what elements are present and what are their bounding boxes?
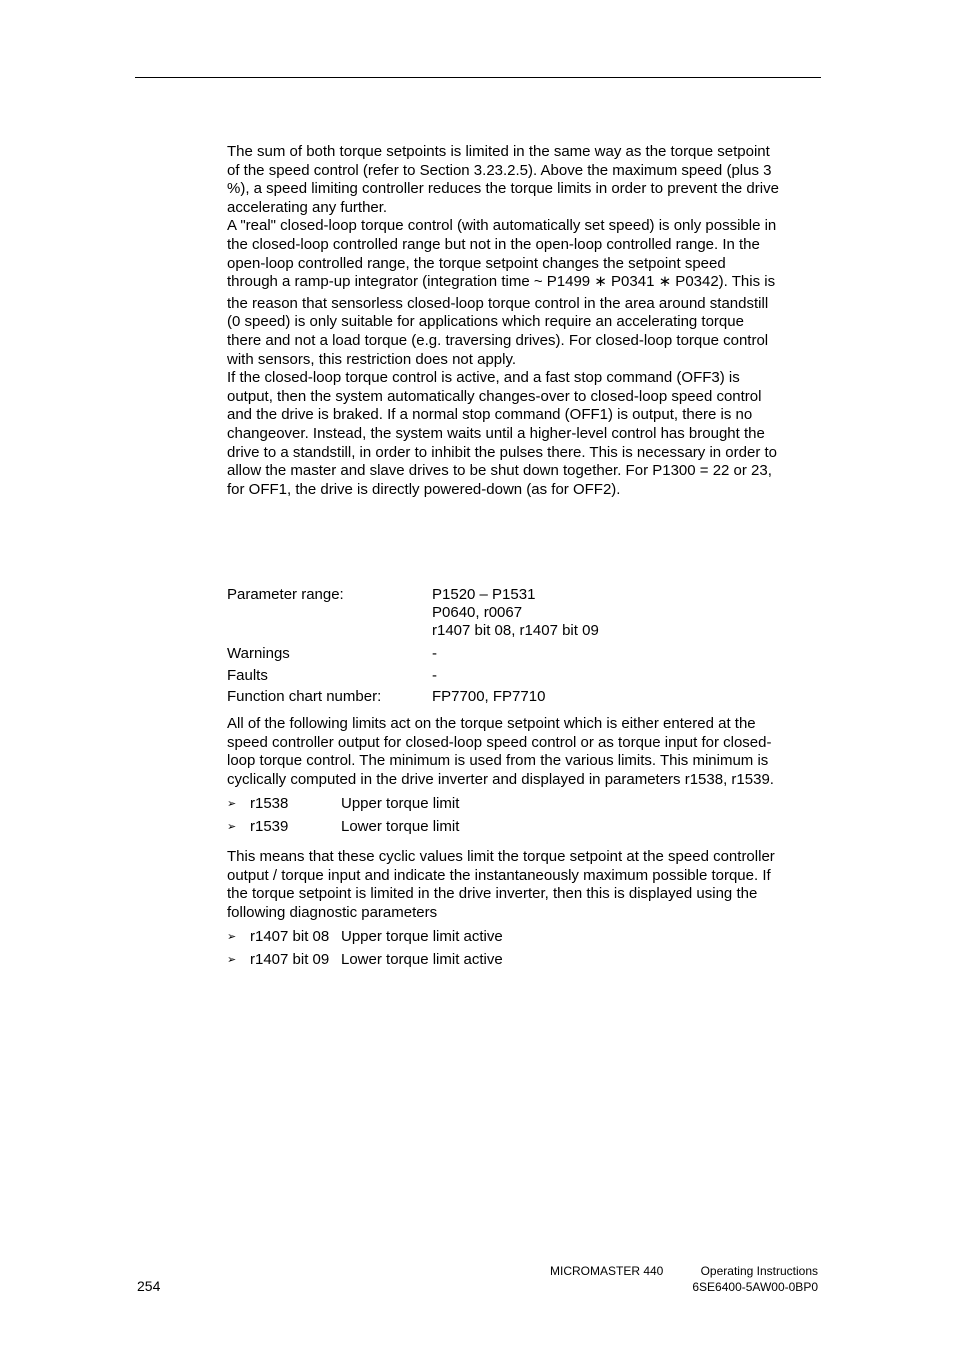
torque-control-text — [227, 143, 827, 499]
faults-row — [227, 667, 827, 685]
list-item — [227, 949, 827, 972]
parameter-table — [227, 586, 827, 706]
bullet-text: Lower torque limit active — [341, 951, 503, 969]
page-number: 254 — [137, 1278, 161, 1294]
warnings-label: Warnings — [227, 644, 290, 662]
bullet-code: r1538 — [250, 795, 289, 813]
bullet-text: Upper torque limit active — [341, 928, 503, 946]
paragraph-limits: All of the following limits act on the torque setpoint which is either entered at the speed controller output for closed-loop speed control or as torque input for closed- loop torque control. The minimum is used from the various limits. This minimum is cyclically computed in the drive inverter and displayed in parameters r1538, r1539. — [227, 715, 774, 788]
faults-value: - — [432, 666, 437, 684]
footer-info — [550, 1263, 818, 1295]
list-item — [227, 816, 827, 839]
bullet-text: Lower torque limit — [341, 818, 460, 836]
warnings-row — [227, 645, 827, 663]
paragraph-fast-stop: If the closed-loop torque control is active, and a fast stop command (OFF3) is output, then the system automatically changes-over to closed-loop speed control and the drive is braked. If a normal stop command (OFF1) is output, there is no changeover. Instead, the system waits until a higher-level control has brought the drive to a standstill, in order to inhibit the pulses there. This is necessary in order to allow the master and slave drives to be shut down together. For P1300 = 22 or 23, for OFF1, the drive is directly powered-down (as for OFF2). — [227, 369, 777, 498]
function-chart-value: FP7700, FP7710 — [432, 688, 546, 706]
product-name: MICROMASTER 440 — [550, 1264, 664, 1278]
limit-bullet-list — [227, 793, 827, 839]
bullet-code: r1539 — [250, 818, 289, 836]
arrow-bullet-icon: ➢ — [227, 931, 237, 944]
bullet-code: r1407 bit 08 — [250, 928, 330, 946]
arrow-bullet-icon: ➢ — [227, 821, 237, 834]
list-item — [227, 926, 827, 949]
paragraph-cyclic-values: This means that these cyclic values limit the torque setpoint at the speed controller output / torque input and indicate the instantaneously maximum possible torque. If the torque setpoint is limited in the drive inverter, then this is displayed using the following diagnostic parameters — [227, 847, 775, 921]
document-type: Operating Instructions — [700, 1264, 818, 1278]
arrow-bullet-icon: ➢ — [227, 798, 237, 811]
function-chart-row — [227, 688, 827, 706]
parameter-range-values: P1520 – P1531 P0640, r0067 r1407 bit 08, r1407 bit 09 — [432, 586, 599, 640]
parameter-range-row — [227, 586, 827, 641]
diagnostic-bullet-list — [227, 926, 827, 972]
paragraph-real-torque-control: A "real" closed-loop torque control (with automatically set speed) is only possible in the closed-loop controlled range but not in the open-loop controlled range. In the open-loop controlled range, the torque setpoint changes the setpoint speed through a ramp-up integrator (integration time ~ P1499 ∗ P0341 ∗ P0342). This is the reason that sensorless closed-loop torque control in the area around standstill (0 speed) is only suitable for applications which require an accelerating torque there and not a load torque (e.g. traversing drives). For closed-loop torque control with sensors, this restriction does not apply. — [227, 217, 777, 368]
order-number: 6SE6400-5AW00-0BP0 — [692, 1280, 818, 1294]
arrow-bullet-icon: ➢ — [227, 954, 237, 967]
faults-label: Faults — [227, 666, 268, 684]
paragraph-torque-sum: The sum of both torque setpoints is limited in the same way as the torque setpoint of the speed control (refer to Section 3.23.2.5). Above the maximum speed (plus 3 %), a speed limiting controller reduces the torque limits in order to prevent the drive accelerating any further. — [227, 143, 779, 216]
function-chart-label: Function chart number: — [227, 688, 382, 706]
header-rule — [135, 77, 821, 78]
torque-limits-section — [227, 715, 827, 972]
warnings-value: - — [432, 644, 437, 662]
list-item — [227, 793, 827, 816]
bullet-code: r1407 bit 09 — [250, 951, 330, 969]
parameter-range-label: Parameter range: — [227, 586, 344, 603]
bullet-text: Upper torque limit — [341, 795, 460, 813]
